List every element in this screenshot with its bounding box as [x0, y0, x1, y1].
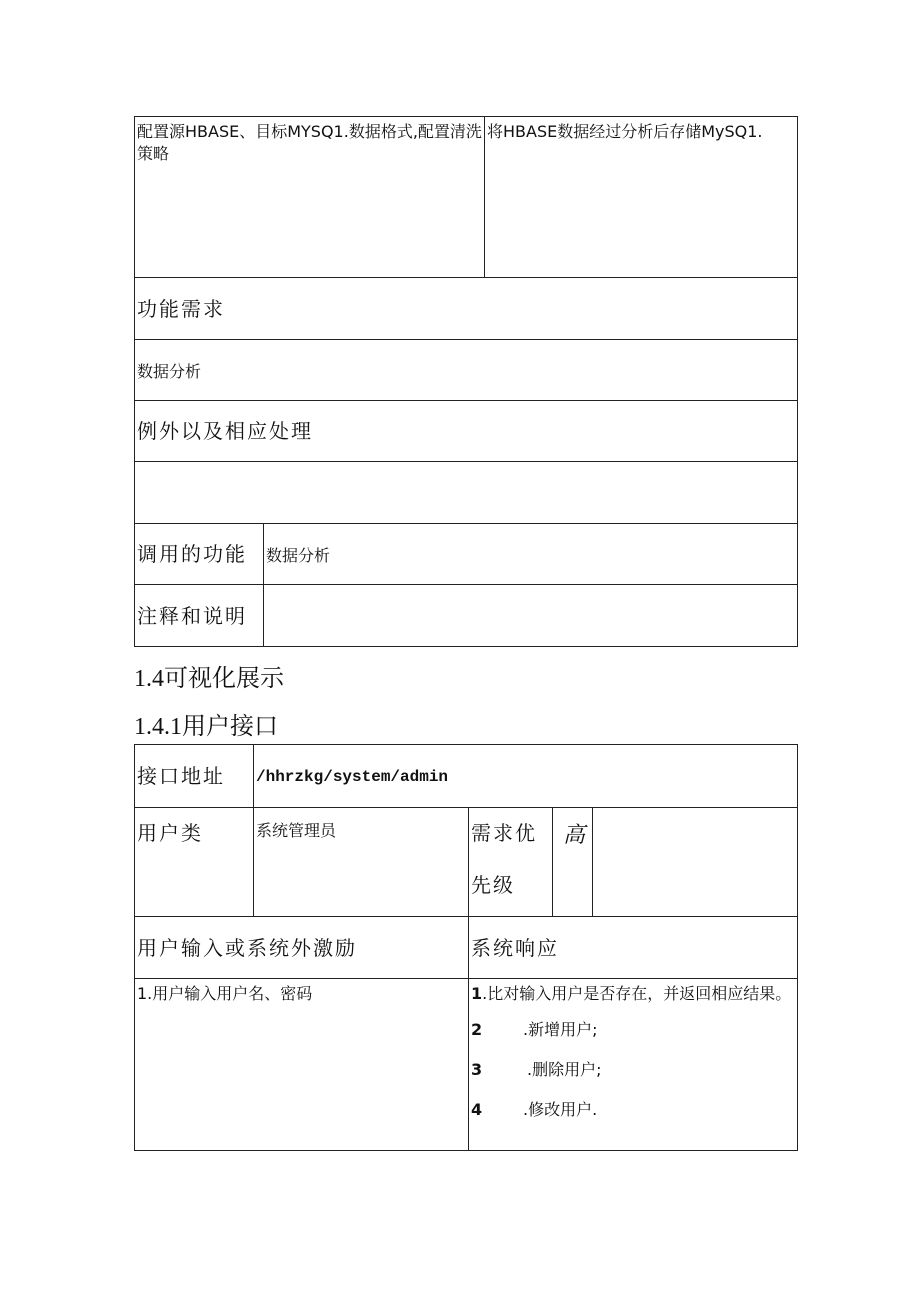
user-interface-table	[134, 744, 798, 1151]
user-class-value	[254, 808, 469, 917]
system-response-header-text: 系统响应	[471, 935, 559, 960]
interface-address-label	[135, 745, 254, 808]
notes-value	[264, 585, 798, 647]
response-item-2	[471, 1019, 795, 1041]
user-class-label	[135, 808, 254, 917]
notes-label	[135, 585, 264, 647]
called-function-label-text: 调用的功能	[137, 542, 247, 566]
user-input-header-text: 用户输入或系统外激励	[137, 935, 357, 960]
system-response-cell	[469, 979, 798, 1151]
exception-handling-label	[135, 401, 798, 462]
response-item-4	[471, 1099, 795, 1121]
called-function-value-text: 数据分析	[266, 546, 331, 565]
response-item-3	[471, 1059, 795, 1081]
exception-handling-label-text: 例外以及相应处理	[137, 419, 313, 443]
response-number-3: 3	[471, 1060, 483, 1079]
response-text-3: .删除用户;	[527, 1060, 602, 1079]
exception-handling-value	[135, 462, 798, 524]
function-requirement-label-text: 功能需求	[137, 296, 225, 321]
user-input-item: 1.用户输入用户名、密码	[137, 984, 313, 1003]
response-text-2: .新增用户;	[523, 1020, 598, 1039]
user-class-label-text: 用户类	[137, 821, 203, 845]
response-number-2: 2	[471, 1020, 483, 1039]
interface-address-value	[254, 745, 798, 808]
function-requirement-value-text: 数据分析	[137, 362, 202, 381]
interface-address-label-text: 接口地址	[137, 764, 225, 788]
priority-label-line2: 先级	[471, 873, 515, 897]
priority-value: 高	[553, 808, 593, 917]
interface-address-text: /hhrzkg/system/admin	[256, 768, 449, 786]
notes-label-text: 注释和说明	[137, 603, 247, 628]
priority-label-line1: 需求优	[471, 821, 537, 845]
user-input-header	[135, 917, 469, 979]
source-config-text: 配置源HBASE、目标MYSQ1.数据格式,配置清洗策略	[137, 122, 482, 163]
user-input-cell	[135, 979, 469, 1151]
function-requirement-value	[135, 340, 798, 401]
response-item-1	[471, 983, 795, 1005]
user-class-value-text: 系统管理员	[256, 821, 337, 840]
subsection-heading: 1.4.1用户接口	[134, 714, 278, 740]
source-config-cell	[135, 117, 485, 278]
priority-empty-cell	[593, 808, 798, 917]
response-number-4: 4	[471, 1100, 483, 1119]
response-text-1: .比对输入用户是否存在，并返回相应结果。	[482, 984, 792, 1003]
storage-description-cell	[485, 117, 798, 278]
requirements-table	[134, 116, 798, 647]
function-requirement-label	[135, 278, 798, 340]
response-text-4: .修改用户.	[523, 1100, 598, 1119]
storage-description-text: 将HBASE数据经过分析后存储MySQ1.	[487, 122, 763, 141]
section-heading: 1.4可视化展示	[134, 666, 284, 692]
system-response-header	[469, 917, 798, 979]
called-function-value	[264, 524, 798, 585]
priority-label	[469, 808, 553, 917]
response-number-1: 1	[471, 984, 483, 1003]
called-function-label	[135, 524, 264, 585]
